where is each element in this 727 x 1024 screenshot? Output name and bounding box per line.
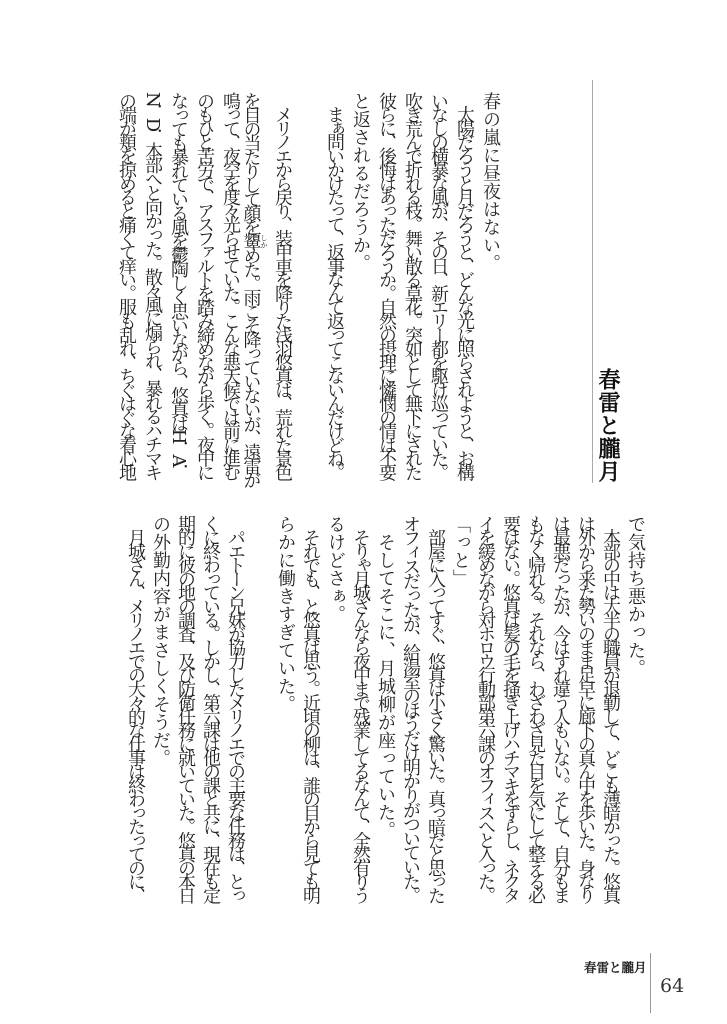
text-line: オフィスだったが、給湯室のほうだけ明かりがついていた。 [400, 515, 421, 902]
text-line: なっても暴れている風を鬱陶しく思いながら、悠真はH．A． [168, 92, 189, 478]
text-line: の外勤内容がまさしくそうだ。 [150, 515, 171, 767]
text-line: 部屋に入ってすぐ、悠真は小さく驚いた。真っ暗だと思った [425, 515, 446, 901]
text-line: 春の嵐に昼夜はない。 [480, 92, 501, 272]
text-line: るけどさぁ。 [325, 515, 346, 623]
body-text-upper [112, 92, 502, 487]
text-segment: を目の当たりして顔を [240, 92, 262, 233]
text-line: 期的に彼の地の調査、及び防衛任務に就いていた。悠真の本日 [175, 515, 196, 901]
text-line: もなく帰れる。それなら、わざわざ見た目を気にして整える必 [525, 515, 546, 901]
text-line: 月城さん、メリノエでの大々的な仕事は終わったってのに、 [125, 515, 146, 901]
text-line: 太陽だろうと月だろうと、どんな光に照らされようと、お構 [454, 92, 475, 478]
ruby-base: 顰 [240, 232, 262, 247]
text-line: は外から来た勢いのまま足早に廊下の真ん中を歩いた。身なり [575, 515, 596, 901]
ruby-annotation [240, 232, 268, 247]
text-line: 本部の中は大半の職員が退勤して、どこも薄暗かった。悠真 [600, 515, 621, 901]
text-line: のもひと苦労で、アスファルトを踏み締めながら歩く。夜中に [194, 92, 215, 478]
text-line: 要はない。悠真は髪の毛を掻き上げハチマキをずらし、ネクタ [500, 515, 521, 901]
text-line: の端が頬を掠めると痛くて痒い。服も乱れ、ちぐはぐな着心地 [116, 92, 137, 478]
footer-rule [650, 953, 651, 1013]
text-line: で気持ち悪かった。 [625, 515, 646, 677]
text-line: そりゃ月城さんなら夜中まで残業してるなんて、全然有りう [350, 515, 371, 901]
text-line: メリノエから戻り、装甲車を降りた浅羽悠真は、荒れた景色 [272, 92, 293, 478]
text-line: くに終わっている。しかし、第六課は他の課と共に、現在も定 [200, 515, 221, 901]
chapter-title: 春雷と朧月 [595, 368, 621, 483]
ruby-reading: しか [260, 232, 268, 247]
title-rule [592, 80, 593, 483]
text-line: と返されるだろうか。 [350, 92, 371, 272]
text-line: らかに働きすぎていた。 [275, 515, 296, 713]
text-segment: めた。雨こそ降っていないが、遠雷が [240, 246, 262, 486]
body-text-lower [122, 515, 647, 910]
text-line [247, 515, 272, 910]
text-line: まぁ問いかけたって、返事なんて返ってこないんだけどね。 [324, 92, 345, 478]
text-line [242, 92, 268, 487]
text-line: いなしの横暴な風が、その日、新エリー都を駆け巡っていた。 [428, 92, 449, 478]
text-line: 吹き荒んで折れる枝。舞い散る草花。突如として無下にされた [402, 92, 423, 478]
text-line: それでも、と悠真は思う。近頃の柳は、誰の目から見ても明 [300, 515, 321, 901]
text-line [294, 92, 320, 487]
running-title: 春雷と朧月 [584, 960, 647, 975]
text-line: は最悪だったが、今はすれ違う人もいない。そして、自分もま [550, 515, 571, 901]
text-line: そしてそこに、月城柳が座っていた。 [375, 515, 396, 839]
text-line: イを緩めながら対ホロウ行動部第六課のオフィスへと入った。 [475, 515, 496, 901]
page-number: 64 [660, 975, 685, 997]
text-line: 彼らに、後悔はあっただろうか。自然の摂理に憐憫の情は不要 [376, 92, 397, 478]
text-line: 「っと」 [450, 515, 471, 587]
text-line: N．D．本部へと向かった。散々風に煽られ、暴れるハチマキ [142, 92, 163, 478]
text-line: パエトーン兄妹が協力したメリノエでの主要な任務は、とっ [225, 515, 246, 901]
text-line: 鳴って、夜空を度々光らせていた。こんな悪天候では前に進む [220, 92, 241, 478]
